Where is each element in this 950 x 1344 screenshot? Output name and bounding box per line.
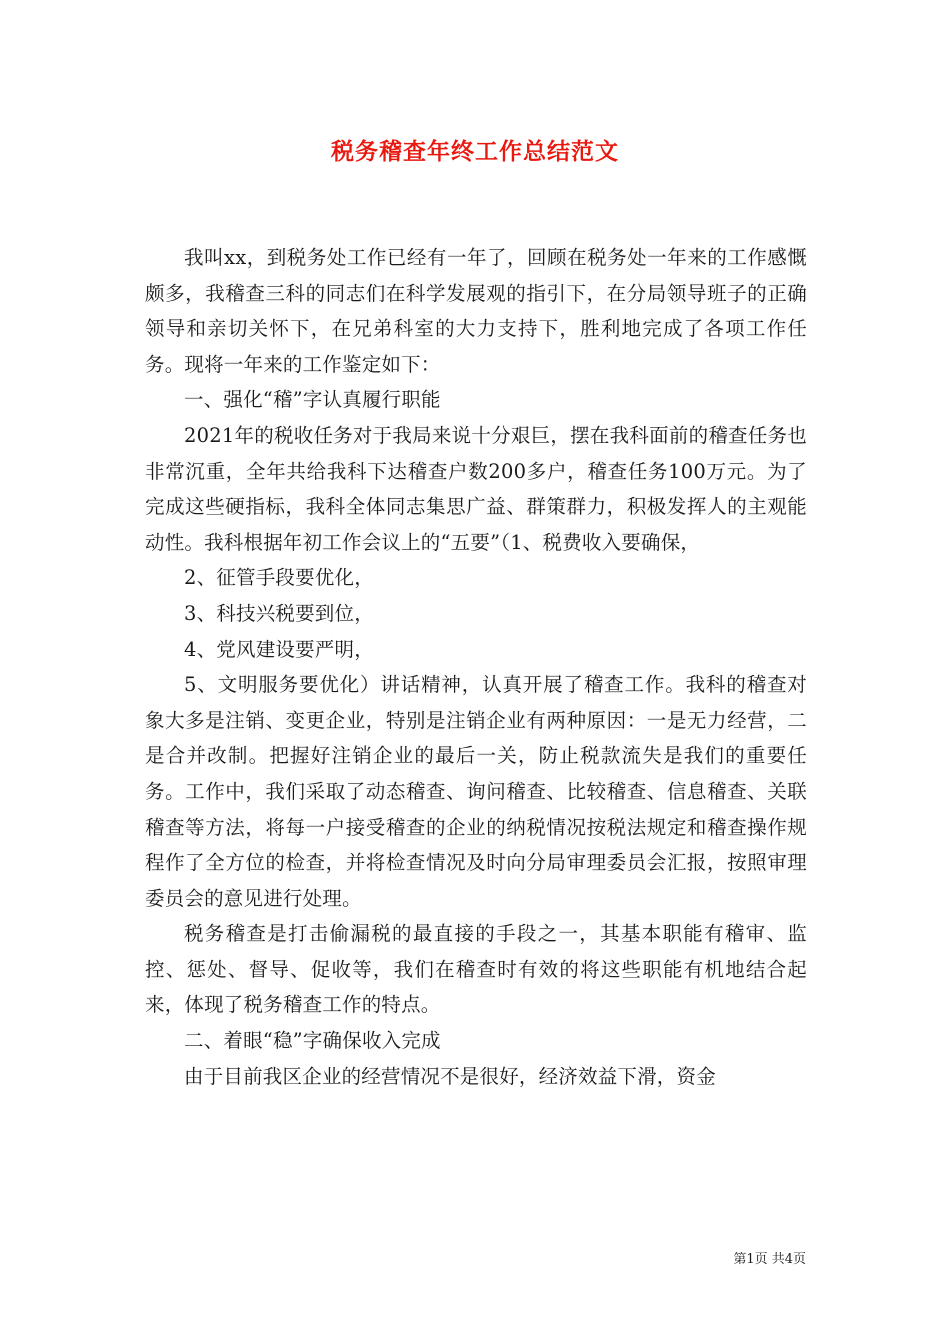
document-body: [145, 240, 807, 1094]
section-heading-2: 二、着眼“稳”字确保收入完成: [184, 1029, 441, 1053]
paragraph-inspection-methods: 5、文明服务要优化）讲话精神，认真开展了稽查工作。我科的稽查对象大多是注销、变更企业，特别是注销企业有两种原因：一是无力经营，二是合并改制。把握好注销企业的最后一关，防止税款流失是我们的重要任务。工作中，我们采取了动态稽查、询问稽查、比较稽查、信息稽查、关联稽查等方法，将每一户接受稽查的企业的纳税情况按税法规定和稽查操作规程作了全方位的检查，并将检查情况及时向分局审理委员会汇报，按照审理委员会的意见进行处理。: [145, 673, 807, 910]
document-title: 税务稽查年终工作总结范文: [331, 139, 619, 165]
page-number: 第1页 共4页: [733, 1252, 806, 1267]
paragraph-section1-body: 2021年的税收任务对于我局来说十分艰巨，摆在我科面前的稽查任务也非常沉重，全年共给我科下达稽查户数200多户，稽查任务100万元。为了完成这些硬指标，我科全体同志集思广益、群策群力，积极发挥人的主观能动性。我科根据年初工作会议上的“五要”（1、税费收入要确保，: [145, 423, 807, 554]
list-item: 4、党风建设要严明，: [184, 637, 374, 661]
paragraph-section2-body: 由于目前我区企业的经营情况不是很好，经济效益下滑，资金: [184, 1064, 716, 1088]
paragraph-intro: 我叫xx，到税务处工作已经有一年了，回顾在税务处一年来的工作感慨颇多，我稽查三科的同志们在科学发展观的指引下，在分局领导班子的正确领导和亲切关怀下，在兄弟科室的大力支持下，胜利地完成了各项工作任务。现将一年来的工作鉴定如下：: [145, 246, 807, 376]
list-item: 3、科技兴税要到位，: [184, 601, 374, 625]
paragraph-inspection-functions: 税务稽查是打击偷漏税的最直接的手段之一，其基本职能有稽审、监控、惩处、督导、促收等，我们在稽查时有效的将这些职能有机地结合起来，体现了税务稽查工作的特点。: [145, 922, 807, 1017]
section-heading-1: 一、强化“稽”字认真履行职能: [184, 388, 441, 412]
list-item: 2、征管手段要优化，: [184, 566, 374, 590]
